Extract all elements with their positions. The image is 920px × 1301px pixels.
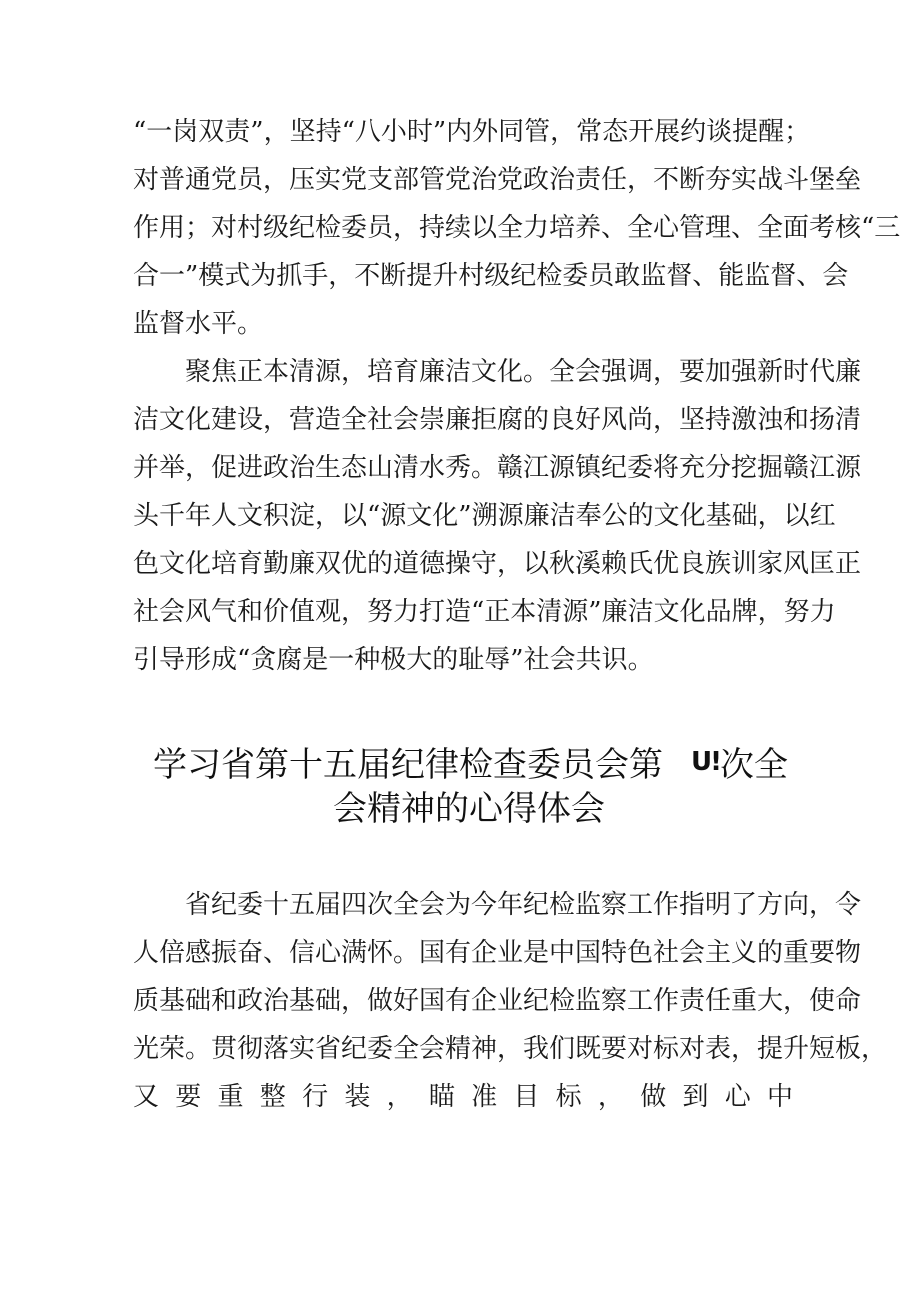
- spread-char: 中: [766, 1082, 793, 1112]
- paragraph-line: 对普通党员，压实党支部管党治党政治责任，不断夯实战斗堡垒: [133, 165, 862, 195]
- title-text-part2: 次全: [719, 745, 788, 785]
- paragraph-line: 合一”模式为抓手，不断提升村级纪检委员敢监督、能监督、会: [133, 261, 849, 291]
- paragraph-line: 引导形成“贪腐是一种极大的耻辱”社会共识。: [133, 645, 654, 675]
- spread-char: 行: [302, 1082, 329, 1112]
- spread-char: 做: [640, 1082, 667, 1112]
- spread-char: 心: [724, 1082, 751, 1112]
- paragraph-line: 色文化培育勤廉双优的道德操守，以秋溪赖氏优良族训家风匡正: [133, 549, 862, 579]
- paragraph-line: 洁文化建设，营造全社会崇廉拒腐的良好风尚，坚持激浊和扬清: [133, 405, 862, 435]
- spread-char: 装: [344, 1082, 371, 1112]
- spread-char: 到: [682, 1082, 709, 1112]
- spread-char: 整: [259, 1082, 286, 1112]
- title-glyph: U!: [691, 747, 720, 777]
- paragraph-line-spread: [133, 1082, 793, 1112]
- spread-char: 要: [175, 1082, 202, 1112]
- spread-char: 瞄: [428, 1082, 455, 1112]
- spread-char: 重: [217, 1082, 244, 1112]
- article-title-line-2: 会精神的心得体会: [333, 789, 605, 829]
- spread-char: 又: [133, 1082, 160, 1112]
- spread-char: ，: [597, 1082, 624, 1112]
- spread-char: ，: [386, 1082, 413, 1112]
- article-title-line-1: [153, 745, 788, 785]
- paragraph-line: 监督水平。: [133, 309, 264, 339]
- paragraph-line: 省纪委十五届四次全会为今年纪检监察工作指明了方向，令: [185, 890, 862, 920]
- paragraph-line: 光荣。贯彻落实省纪委全会精神，我们既要对标对表，提升短板，: [133, 1034, 888, 1064]
- spread-char: 目: [513, 1082, 540, 1112]
- paragraph-line: 人倍感振奋、信心满怀。国有企业是中国特色社会主义的重要物: [133, 938, 862, 968]
- spread-char: 标: [555, 1082, 582, 1112]
- paragraph-line: 作用；对村级纪检委员，持续以全力培养、全心管理、全面考核“三: [133, 213, 901, 243]
- paragraph-line: “一岗双责”，坚持“八小时”内外同管，常态开展约谈提醒；: [133, 117, 811, 147]
- paragraph-line: 质基础和政治基础，做好国有企业纪检监察工作责任重大，使命: [133, 986, 862, 1016]
- title-text-part1: 学习省第十五届纪律检查委员会第: [153, 745, 663, 785]
- paragraph-line: 并举，促进政治生态山清水秀。赣江源镇纪委将充分挖掘赣江源: [133, 453, 862, 483]
- paragraph-line: 头千年人文积淀，以“源文化”溯源廉洁奉公的文化基础，以红: [133, 501, 836, 531]
- spread-char: 准: [471, 1082, 498, 1112]
- paragraph-line: 聚焦正本清源，培育廉洁文化。全会强调，要加强新时代廉: [185, 357, 862, 387]
- paragraph-line: 社会风气和价值观，努力打造“正本清源”廉洁文化品牌，努力: [133, 597, 836, 627]
